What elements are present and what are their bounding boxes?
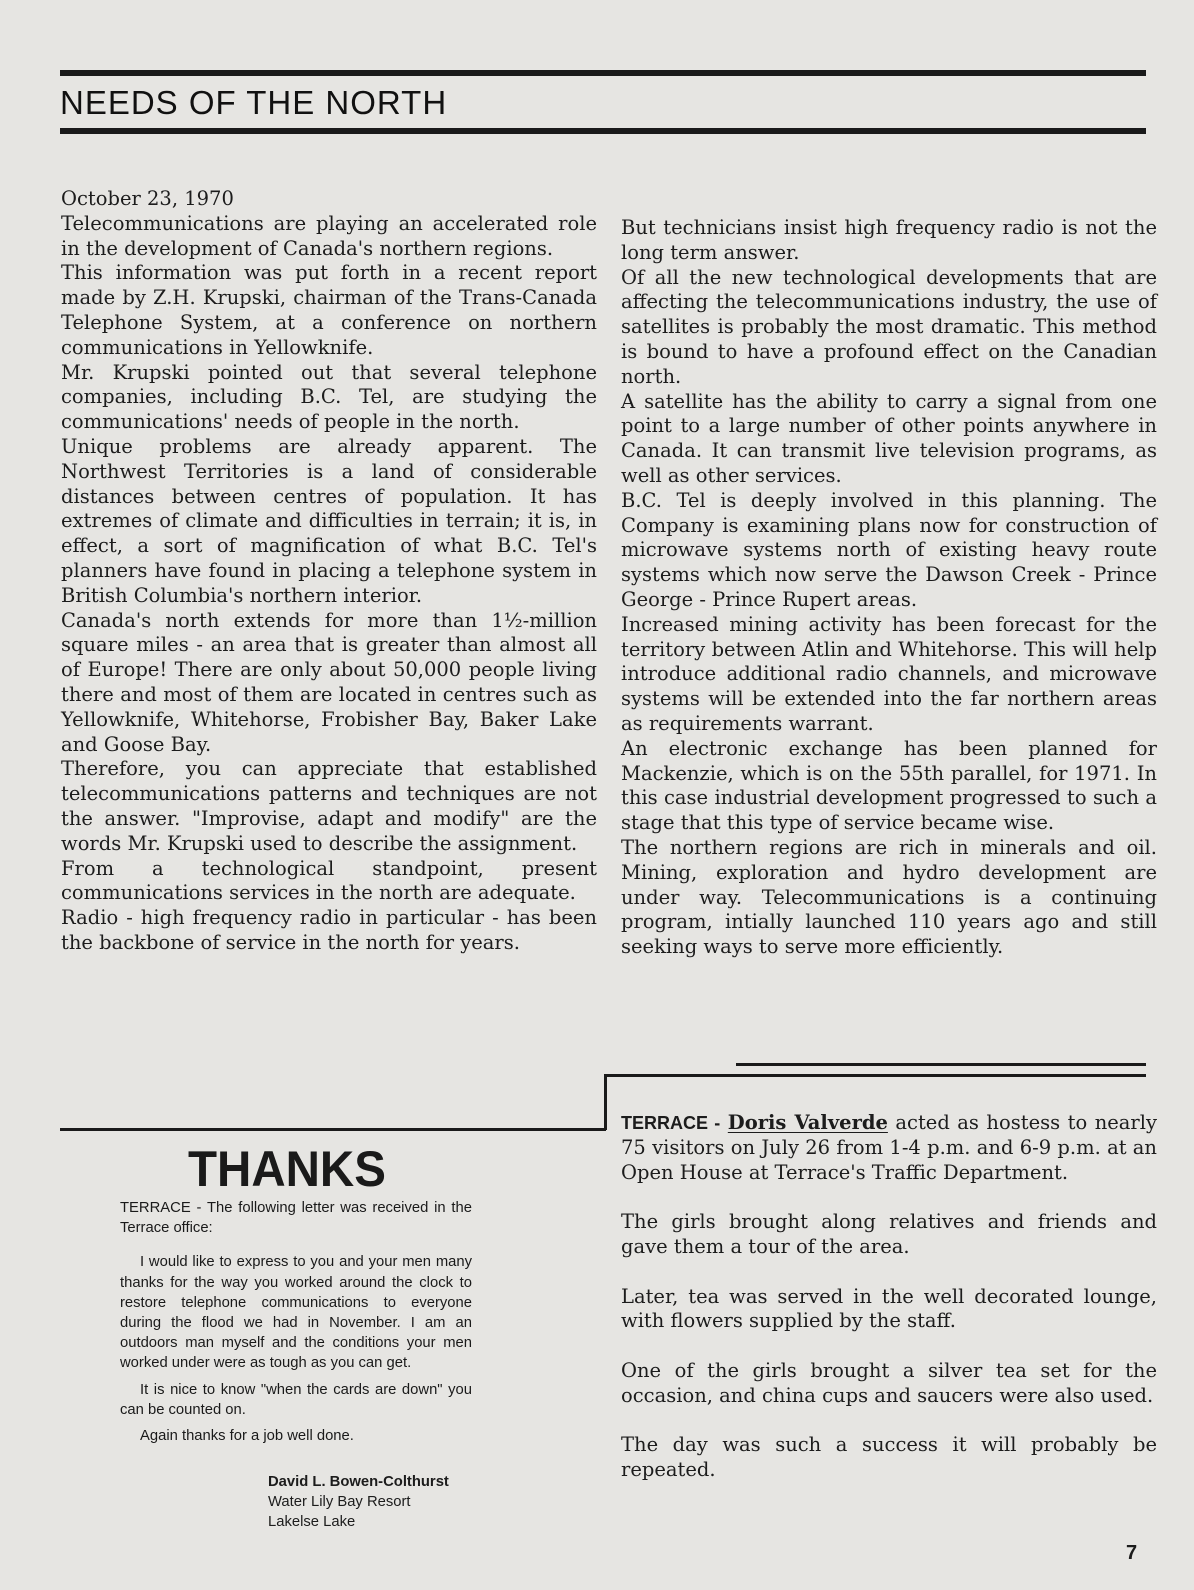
signature-line: Lakelse Lake [268,1514,356,1531]
header-bottom-rule [60,128,1146,134]
article-paragraph: Of all the new technological developments that are affecting the telecommunications industry, the use of satellites is probably the most dramatic. This method is bound to have a profound effect on the Canadian north. [621,265,1157,388]
article-paragraph: From a technological standpoint, present communications services in the north are adequate. [61,856,597,905]
letter-signature [268,1472,449,1533]
article-right-column [621,216,1157,960]
thanks-intro: TERRACE - The following letter was received in the Terrace office: [120,1200,472,1237]
thanks-title: THANKS [188,1141,386,1197]
signature-name: David L. Bowen-Colthurst [268,1474,449,1490]
terrace-story [621,1111,1157,1508]
section-divider-vertical [604,1074,607,1130]
thanks-letter [120,1198,472,1446]
page-number: 7 [1126,1542,1138,1564]
terrace-story-paragraph: One of the girls brought a silver tea set for the occasion, and china cups and saucers were also used. [621,1358,1157,1407]
letter-paragraph: I would like to express to you and your men many thanks for the way you worked around the clock to restore telephone communications to everyone during the flood we had in November. I am an outdoors man myself and the conditions your men worked under were as tough as you can get. [120,1254,472,1372]
article-paragraph: Unique problems are already apparent. The Northwest Territories is a land of considerable distances between centres of population. It has extremes of climate and difficulties in terrain; it is, in effect, a sort of magnification of what B.C. Tel's planners have found in placing a telephone system in British Columbia's northern interior. [61,434,597,607]
signature-line: Water Lily Bay Resort [268,1494,411,1511]
hostess-name: Doris Valverde [727,1111,888,1134]
article-paragraph: Radio - high frequency radio in particular - has been the backbone of service in the north for years. [61,906,597,954]
terrace-lead: TERRACE - [621,1113,721,1133]
article-paragraph: B.C. Tel is deeply involved in this planning. The Company is examining plans now for construction of microwave systems north of existing heavy route systems which now serve the Dawson Creek - Prince George - Prince Rupert areas. [621,488,1157,611]
terrace-story-paragraph: Later, tea was served in the well decorated lounge, with flowers supplied by the staff. [621,1284,1157,1333]
header-top-rule [60,70,1146,76]
article-left-column [61,187,597,956]
article-paragraph: Therefore, you can appreciate that established telecommunications patterns and techniques are not the answer. "Improvise, adapt and modify" are the words Mr. Krupski used to describe the assignment. [61,757,597,855]
terrace-story-paragraph [621,1111,1157,1185]
terrace-story-text: acted as hostess to nearly 75 visitors on July 26 from 1-4 p.m. and 6-9 p.m. at an Open House at Terrace's Traffic Department. [621,1111,1157,1184]
article-paragraph: Increased mining activity has been forecast for the territory between Atlin and Whitehorse. This will help introduce additional radio channels, and microwave systems will be extended into the far northern areas as requirements warrant. [621,612,1157,735]
section-divider-rule [606,1074,1146,1077]
letter-paragraph: Again thanks for a job well done. [140,1428,354,1445]
article-paragraph: A satellite has the ability to carry a signal from one point to a large number of other points anywhere in Canada. It can transmit live television programs, as well as other services. [621,389,1157,487]
article-paragraph: An electronic exchange has been planned for Mackenzie, which is on the 55th parallel, for 1971. In this case industrial development progressed to such a stage that this type of service became wise. [621,736,1157,835]
article-paragraph: The northern regions are rich in minerals and oil. Mining, exploration and hydro development are under way. Telecommunications is a continuing program, intially launched 110 years ago and still seeking ways to serve more efficiently. [621,835,1157,959]
section-divider-rule [736,1063,1146,1066]
article-paragraph: Canada's north extends for more than 1½-million square miles - an area that is greater than almost all of Europe! There are only about 50,000 people living there and most of them are located in centres such as Yellowknife, Whitehorse, Frobisher Bay, Baker Lake and Goose Bay. [61,608,597,756]
section-divider-rule [60,1128,606,1131]
terrace-story-paragraph: The day was such a success it will probably be repeated. [621,1433,1157,1482]
terrace-story-paragraph: The girls brought along relatives and friends and gave them a tour of the area. [621,1210,1157,1258]
article-paragraph: This information was put forth in a recent report made by Z.H. Krupski, chairman of the Trans-Canada Telephone System, at a conference on northern communications in Yellowknife. [61,261,597,359]
article-paragraph: Mr. Krupski pointed out that several telephone companies, including B.C. Tel, are studying the communications' needs of people in the north. [61,360,597,434]
article-paragraph: Telecommunications are playing an accelerated role in the development of Canada's northern regions. [61,211,597,260]
article-date: October 23, 1970 [61,187,234,210]
page-title: NEEDS OF THE NORTH [60,84,448,121]
letter-paragraph: It is nice to know "when the cards are down" you can be counted on. [120,1381,472,1418]
article-paragraph: But technicians insist high frequency radio is not the long term answer. [621,216,1157,264]
